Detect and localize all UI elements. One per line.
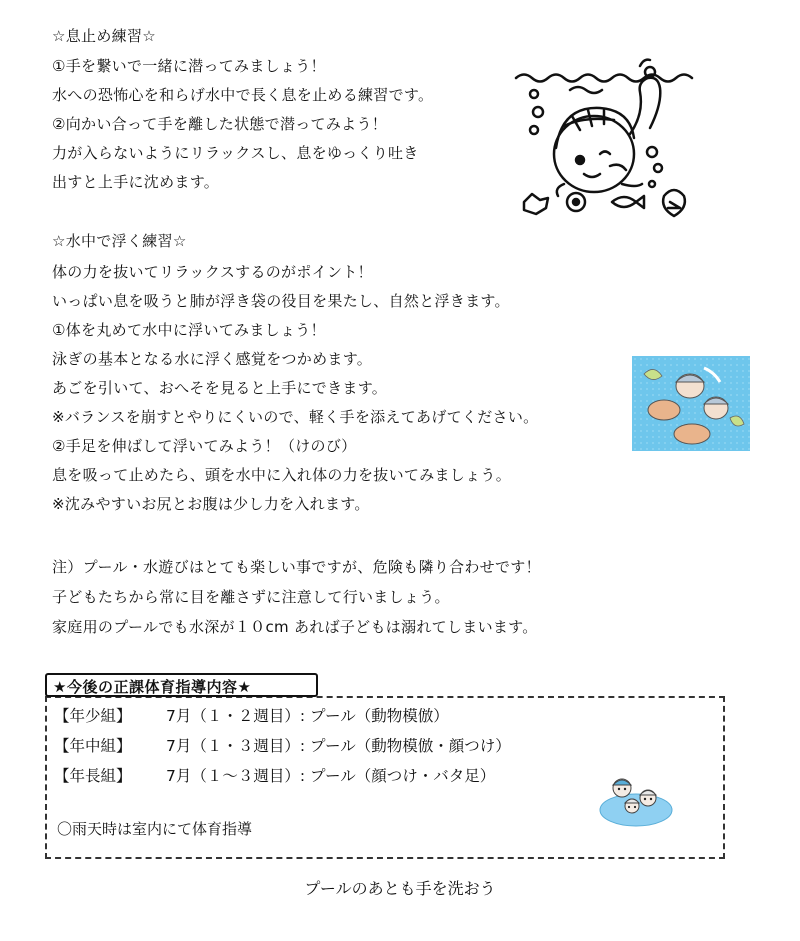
schedule-row-nenchu [54, 735, 511, 757]
caution-line-1: 注）プール・水遊びはとても楽しい事ですが、危険も隣り合わせです！ [52, 558, 541, 576]
caution-line-2: 子どもたちから常に目を離さずに注意して行いましょう。 [52, 588, 450, 606]
section1-heading: ☆息止め練習☆ [52, 27, 156, 45]
schedule-group-label: 【年中組】 [54, 737, 132, 755]
section1-line-5: 出すと上手に沈めます。 [52, 173, 220, 191]
pool-children-illustration [598, 770, 676, 830]
diving-child-illustration [512, 56, 697, 221]
section2-line-6: ※バランスを崩すとやりにくいので、軽く手を添えてあげてください。 [52, 408, 539, 426]
section2-line-9: ※沈みやすいお尻とお腹は少し力を入れます。 [52, 495, 370, 513]
rainy-day-note: 〇雨天時は室内にて体育指導 [57, 820, 253, 838]
section2-line-2: いっぱい息を吸うと肺が浮き袋の役目を果たし、自然と浮きます。 [52, 292, 510, 310]
schedule-group-label: 【年少組】 [54, 707, 132, 725]
section1-line-3: ②向かい合って手を離した状態で潜ってみよう！ [52, 115, 388, 133]
schedule-detail: 7月（１～３週目）: プール（顔つけ・バタ足） [166, 767, 496, 785]
section1-line-4: 力が入らないようにリラックスし、息をゆっくり吐き [52, 144, 419, 162]
section2-line-4: 泳ぎの基本となる水に浮く感覚をつかめます。 [52, 350, 373, 368]
floating-children-illustration [632, 356, 750, 451]
section2-line-8: 息を吸って止めたら、頭を水中に入れ体の力を抜いてみましょう。 [52, 466, 512, 484]
schedule-detail: 7月（１・３週目）: プール（動物模倣・顔つけ） [166, 737, 511, 755]
section2-heading: ☆水中で浮く練習☆ [52, 232, 187, 250]
section2-line-7: ②手足を伸ばして浮いてみよう！（けのび） [52, 437, 357, 455]
section2-line-1: 体の力を抜いてリラックスするのがポイント！ [52, 263, 373, 281]
schedule-row-nensho [54, 705, 449, 727]
section2-line-3: ①体を丸めて水中に浮いてみましょう！ [52, 321, 326, 339]
schedule-row-nencho [54, 765, 495, 787]
section2-line-5: あごを引いて、おへそを見ると上手にできます。 [52, 379, 388, 397]
caution-line-3: 家庭用のプールでも水深が１０cm あれば子どもは溺れてしまいます。 [52, 618, 538, 636]
section1-line-1: ①手を繋いで一緒に潜ってみましょう！ [52, 57, 326, 75]
schedule-title: ★今後の正課体育指導内容★ [45, 673, 318, 697]
section1-line-2: 水への恐怖心を和らげ水中で長く息を止める練習です。 [52, 86, 434, 104]
schedule-group-label: 【年長組】 [54, 767, 132, 785]
schedule-detail: 7月（１・２週目）: プール（動物模倣） [166, 707, 449, 725]
footer-message: プールのあとも手を洗おう [304, 879, 496, 898]
